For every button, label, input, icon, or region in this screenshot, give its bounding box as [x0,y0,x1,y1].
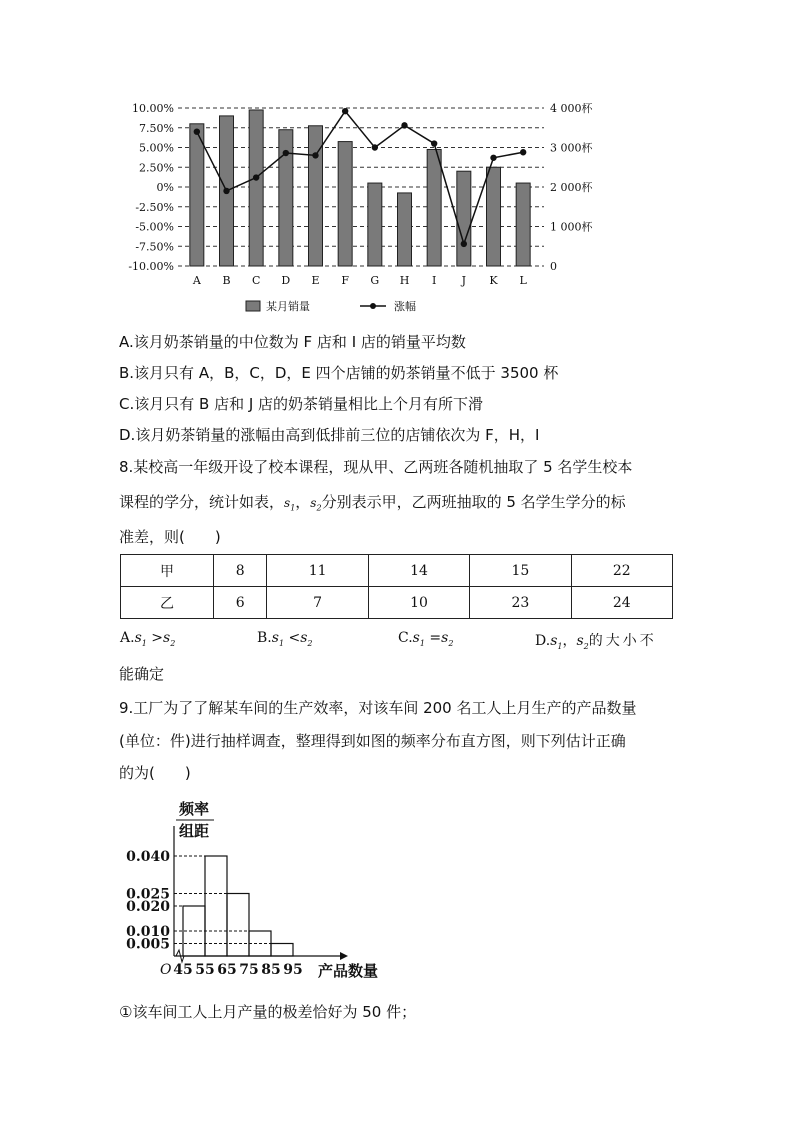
table-cell: 8 [214,555,267,587]
growth-point-D [283,150,289,156]
q7-option-a: A.该月奶茶销量的中位数为 F 店和 I 店的销量平均数 [119,333,466,351]
table-cell: 6 [214,587,267,619]
category-label: L [519,274,527,287]
left-tick-label: -7.50% [135,240,174,254]
left-tick-label: -2.50% [135,200,174,214]
category-label: I [431,274,437,287]
table-row [121,587,673,619]
y-tick-label: 0.040 [126,849,170,865]
table-cell: 24 [571,587,672,619]
growth-point-L [520,149,526,155]
table-cell: 23 [470,587,571,619]
left-tick-label: 7.50% [139,121,174,135]
category-label: F [341,274,349,287]
bar-A [190,124,204,266]
q8-stem-line3: 准差，则( ) [119,528,221,546]
y-tick-label: 0.005 [126,936,170,953]
legend-line-label: 涨幅 [394,300,416,313]
table-cell: 15 [470,555,571,587]
bar-G [368,183,382,266]
left-tick-label: -5.00% [135,220,174,234]
bar-L [516,183,530,266]
growth-point-I [431,140,437,146]
s1-symbol: $s_1$ [284,496,296,513]
q7-option-c: C.该月只有 B 店和 J 店的奶茶销量相比上个月有所下滑 [119,395,484,413]
right-tick-label: 4 000杯 [550,102,593,115]
bar-H [398,193,412,266]
ylabel-top: 频率 [178,800,210,818]
right-tick-label: 0 [550,260,557,273]
bar-F [338,142,352,266]
right-tick-label: 3 000杯 [550,141,593,155]
growth-line [197,111,523,244]
x-tick-label: 45 [173,962,193,978]
x-axis-arrow [340,952,348,960]
table-cell: 22 [571,555,672,587]
x-tick-label: 65 [217,962,237,978]
histogram-bar [227,894,249,957]
y-tick-label: 0.020 [126,899,170,915]
category-label: J [461,274,467,287]
x-tick-label: 75 [239,962,259,978]
sales-chart [118,96,618,326]
q8-option-b: $B.s_1 <s_2$ [257,630,313,648]
frequency-histogram [118,790,398,980]
x-tick-label: 55 [195,962,215,978]
table-cell: 14 [368,555,469,587]
growth-point-B [223,188,229,194]
left-tick-label: 0% [156,181,174,194]
q8-option-d-cont: 能确定 [119,665,165,683]
q8-stem-line2b: 分别表示甲，乙两班抽取的 5 名学生学分的标 [321,493,626,511]
category-label: K [489,274,498,287]
ylabel-bottom: 组距 [178,822,210,840]
table-cell: 10 [368,587,469,619]
q8-option-c: $C.s_1 =s_2$ [398,630,454,648]
growth-point-K [490,155,496,161]
right-tick-label: 2 000杯 [550,181,593,194]
growth-point-H [401,122,407,128]
growth-point-J [461,241,467,247]
left-tick-label: 2.50% [139,161,174,175]
legend-line-marker [370,303,376,309]
q8-stem-line2: 课程的学分，统计如表，$s_1$，$s_2$分别表示甲，乙两班抽取的 5 名学生学分的标 [119,493,626,513]
q9-stem-line3: 的为( ) [119,764,191,782]
row-label: 甲 [121,555,214,587]
category-label: G [370,274,380,287]
right-tick-label: 1 000杯 [550,220,593,234]
growth-point-F [342,108,348,114]
category-label: A [192,274,201,287]
histogram-bar [271,944,293,957]
growth-point-A [194,129,200,135]
q7-option-b: B.该月只有 A，B，C，D，E 四个店铺的奶茶销量不低于 3500 杯 [119,364,559,382]
left-tick-label: 10.00% [132,102,174,115]
table-cell: 7 [267,587,368,619]
score-table [120,554,673,619]
bar-J [457,171,471,266]
category-label: D [281,274,291,287]
s2-symbol: $s_2$ [310,496,322,513]
row-label: 乙 [121,587,214,619]
legend-bar-label: 某月销量 [266,300,310,313]
q9-stem-line1: 9.工厂为了了解某车间的生产效率，对该车间 200 名工人上月生产的产品数量 [119,699,637,717]
x-tick-label: 95 [283,962,303,978]
growth-point-E [312,152,318,158]
y-tick-label: 0.010 [126,924,170,940]
q8-stem-line2a: 课程的学分，统计如表， [119,493,285,511]
xlabel: 产品数量 [318,962,379,980]
y-tick-label: 0.025 [126,886,170,903]
category-label: E [311,274,320,287]
legend-bar-swatch [246,301,260,311]
table-cell: 11 [267,555,368,587]
q8-option-d: $D.s_1$，$s_2$的大小不 [535,633,657,651]
category-label: H [399,274,410,287]
bar-K [487,167,501,266]
left-tick-label: -10.00% [128,260,174,273]
growth-point-G [372,144,378,150]
q9-stem-line2: (单位：件)进行抽样调查，整理得到如图的频率分布直方图，则下列估计正确 [119,732,626,750]
x-tick-label: 85 [261,962,281,978]
histogram-bar [205,856,227,956]
bar-I [427,149,441,266]
q8-option-a: $A.s_1 >s_2$ [120,630,176,648]
bar-C [249,110,263,266]
origin-label: O [160,962,172,978]
category-label: C [251,274,261,287]
table-row [121,555,673,587]
left-tick-label: 5.00% [139,141,174,155]
q9-item-1: ①该车间工人上月产量的极差恰好为 50 件； [119,1003,417,1021]
q8-stem-line1: 8.某校高一年级开设了校本课程，现从甲、乙两班各随机抽取了 5 名学生校本 [119,458,633,476]
growth-point-C [253,174,259,180]
category-label: B [222,274,231,287]
q7-option-d: D.该月奶茶销量的涨幅由高到低排前三位的店铺依次为 F，H，I [119,426,540,444]
